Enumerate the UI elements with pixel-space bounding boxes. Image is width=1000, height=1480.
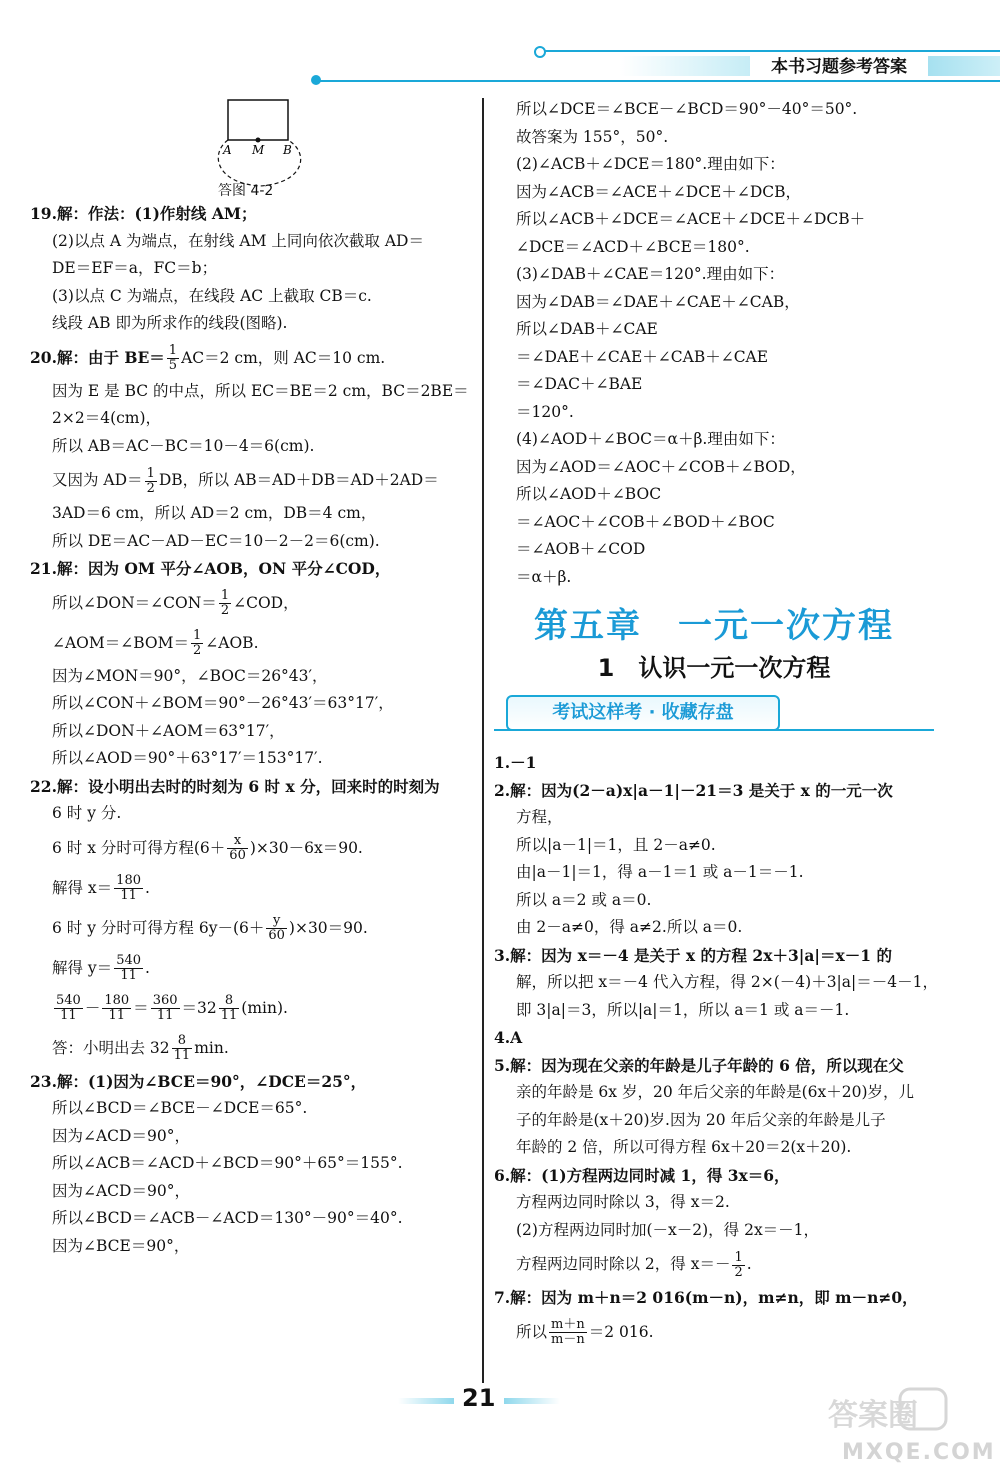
fraction-denominator: 5 [168, 358, 178, 373]
q23-cont-line: 所以∠DCE＝∠BCE－∠BCD＝90°－40°＝50°. [516, 100, 858, 118]
fraction-numerator: x [227, 834, 248, 849]
q22-line-8-start: 答：小明出去 32 [52, 1038, 170, 1057]
question-7 [494, 1284, 934, 1352]
question-4: 4.A [494, 1028, 523, 1047]
fraction [145, 467, 157, 496]
q2-line-4: 由|a－1|＝1，得 a－1＝1 或 a－1＝－1. [516, 863, 804, 881]
q21-line-2-start: 所以∠DON＝∠CON＝ [52, 593, 217, 612]
q3-line-1: 3.解：因为 x＝－4 是关于 x 的方程 2x＋3|a|＝x－1 的 [494, 945, 892, 965]
fraction-denominator: 11 [60, 1008, 77, 1023]
q23-cont-line: ＝α＋β. [516, 567, 572, 586]
q23-cont-line: 所以∠ACB＋∠DCE＝∠ACE＋∠DCE＋∠DCB＋ [516, 210, 866, 228]
q23-cont-line: ＝∠DAC＋∠BAE [516, 375, 643, 393]
page-number-ornament-right [504, 1398, 560, 1404]
q2-line-6: 由 2－a≠0，得 a≠2.所以 a＝0. [516, 918, 743, 936]
q21-line-3-start: ∠AOM＝∠BOM＝ [52, 633, 190, 652]
q23-cont-line: 所以∠AOD＋∠BOC [516, 485, 662, 503]
banner-rule [494, 729, 934, 731]
fraction-numerator: 540 [56, 993, 81, 1008]
q7-line-2 [494, 1312, 934, 1352]
q6-line-4 [494, 1244, 934, 1284]
q19-line-5: 线段 AB 即为所求作的线段(图略). [52, 314, 288, 332]
q22-line-4 [30, 868, 470, 908]
q22-line-1: 22.解：设小明出去时的时刻为 6 时 x 分，回来时的时刻为 [30, 776, 440, 796]
q5-line-3: 子的年龄是(x＋20)岁.因为 20 年后父亲的年龄是儿子 [516, 1110, 886, 1129]
watermark-text: MXQE.COM [842, 1440, 996, 1465]
q23-line-3: 因为∠ACD＝90°， [52, 1126, 190, 1145]
q23-line-4: 所以∠ACB＝∠ACD＋∠BCD＝90°＋65°＝155°. [52, 1154, 403, 1172]
q21-line-5: 所以∠CON＋∠BOM＝90°－26°43′＝63°17′， [52, 694, 394, 712]
q23-cont-line: 因为∠AOD＝∠AOC＋∠COB＋∠BOD， [516, 457, 806, 476]
q23-line-2: 所以∠BCD＝∠BCE－∠DCE＝65°. [52, 1099, 308, 1117]
fraction-denominator: 60 [268, 928, 285, 943]
fraction [114, 874, 143, 903]
q3-line-3: 即 3|a|＝3，所以|a|＝1，所以 a＝1 或 a＝－1. [516, 1000, 850, 1019]
q22-line-6 [30, 948, 470, 988]
q23-line-7: 因为∠BCE＝90°， [52, 1236, 190, 1255]
q22-line-8-end: min. [194, 1038, 229, 1057]
fraction [151, 994, 180, 1023]
q19-line-1: 19.解：作法：(1)作射线 AM； [30, 204, 257, 223]
q21-line-3-end: ∠AOB. [205, 633, 259, 652]
q2-line-1: 2.解：因为(2－a)x|a－1|－21＝3 是关于 x 的一元一次 [494, 780, 893, 800]
q20-line-7: 所以 DE＝AC－AD－EC＝10－2－2＝6(cm). [52, 531, 380, 550]
q23-cont-line: (2)∠ACB＋∠DCE＝180°.理由如下： [516, 155, 785, 173]
fraction-denominator: 2 [193, 643, 202, 658]
q20-line-4: 所以 AB＝AC－BC＝10－4＝6(cm). [52, 436, 315, 455]
q2-line-3: 所以|a－1|＝1，且 2－a≠0. [516, 835, 716, 854]
question-2 [494, 777, 934, 942]
fraction-denominator: 2 [146, 480, 155, 496]
q21-line-6: 所以∠DON＋∠AOM＝63°17′， [52, 721, 285, 740]
q7-line-2-end: ＝2 016. [588, 1322, 654, 1341]
q21-line-1: 21.解：因为 OM 平分∠AOB，ON 平分∠COD， [30, 559, 391, 578]
q6-line-1: 6.解：(1)方程两边同时减 1，得 3x＝6， [494, 1165, 790, 1185]
q22-line-2: 6 时 y 分. [52, 804, 122, 822]
q22-line-7-end: (min). [241, 998, 288, 1017]
q7-line-1: 7.解：因为 m＋n＝2 016(m－n)，m≠n，即 m－n≠0， [494, 1288, 918, 1307]
q3-line-2: 解，所以把 x＝－4 代入方程，得 2×(－4)＋3|a|＝－4－1， [516, 973, 938, 991]
fraction-numerator: m＋n [551, 1317, 585, 1332]
q5-line-4: 年龄的 2 倍，所以可得方程 6x＋20＝2(x＋20). [516, 1138, 852, 1156]
q7-line-2-start: 所以 [516, 1322, 548, 1341]
fraction-numerator: 360 [152, 993, 178, 1008]
q23-cont-line: 故答案为 155°，50°. [516, 127, 669, 146]
chapter-title: 第五章 一元一次方程 [534, 606, 894, 646]
figure-label-a: A [223, 143, 232, 157]
q22-line-7 [30, 988, 470, 1028]
q5-line-1: 5.解：因为现在父亲的年龄是儿子年龄的 6 倍，所以现在父 [494, 1055, 904, 1075]
fraction [191, 629, 203, 658]
question-1: 1.－1 [494, 753, 537, 772]
fraction-numerator: 1 [168, 343, 178, 358]
header-title: 本书习题参考答案 [750, 55, 928, 79]
q23-continuation [494, 96, 934, 591]
q6-line-2: 方程两边同时除以 3，得 x＝2. [516, 1193, 730, 1211]
q22-line-6-end: . [145, 958, 150, 977]
fraction [732, 1251, 744, 1280]
fraction [172, 1034, 193, 1063]
fraction-numerator: 1 [220, 588, 230, 603]
q23-cont-line: (4)∠AOD＋∠BOC＝α＋β.理由如下： [516, 430, 785, 448]
q20-line-6: 3AD＝6 cm，所以 AD＝2 cm，DB＝4 cm， [52, 504, 377, 522]
fraction [549, 1318, 587, 1347]
operator: － [84, 998, 101, 1017]
question-6 [494, 1162, 934, 1285]
q6-line-3: (2)方程两边同时加(－x－2)，得 2x＝－1， [516, 1220, 820, 1239]
fraction-numerator: 540 [116, 953, 142, 968]
right-column [494, 96, 938, 1352]
q22-line-5-end: )×30＝90. [288, 918, 368, 937]
q20-line-3: 2×2＝4(cm)， [52, 409, 162, 427]
q19-line-4: (3)以点 C 为端点，在线段 AC 上截取 CB＝c. [52, 286, 372, 305]
q20-line-1 [30, 338, 470, 378]
section-banner [494, 695, 934, 731]
q20-line-1-end: AC＝2 cm，则 AC＝10 cm. [181, 348, 386, 367]
column-divider [482, 98, 484, 1383]
fraction-numerator: 1 [193, 628, 202, 643]
section-title: 1 认识一元一次方程 [597, 654, 831, 682]
q22-line-6-start: 解得 y＝ [52, 958, 113, 977]
fraction [266, 914, 287, 943]
q22-line-3 [30, 828, 470, 868]
q23-cont-line: ＝∠AOB＋∠COD [516, 540, 646, 558]
q21-line-3 [30, 623, 470, 663]
operator: ＝ [133, 998, 149, 1017]
q6-line-4-end: . [746, 1255, 752, 1273]
q21-line-4: 因为∠MON＝90°，∠BOC＝26°43′， [52, 666, 328, 685]
figure-label-b: B [283, 143, 292, 157]
fraction [102, 994, 131, 1023]
fraction-numerator: y [266, 914, 287, 929]
fraction-numerator: 1 [734, 1249, 743, 1265]
banner-label: 考试这样考 · 收藏存盘 [506, 695, 780, 731]
q22-line-8 [30, 1028, 470, 1068]
q2-line-2: 方程， [516, 808, 563, 826]
fraction-denominator: m－n [551, 1332, 585, 1347]
q23-cont-line: 所以∠DAB＋∠CAE [516, 320, 658, 338]
figure-caption: 答图 4-2 [218, 183, 274, 199]
q23-line-6: 所以∠BCD＝∠ACB－∠ACD＝130°－90°＝40°. [52, 1209, 403, 1227]
question-5 [494, 1052, 934, 1162]
question-20 [30, 338, 470, 556]
fraction-denominator: 11 [220, 1008, 238, 1023]
header-ring-ornament [534, 46, 546, 58]
fraction-denominator: 11 [156, 1008, 174, 1023]
q6-line-4-start: 方程两边同时除以 2，得 x＝－ [516, 1255, 731, 1273]
q22-line-3-end: )×30－6x＝90. [249, 838, 363, 857]
fraction-numerator: 1 [146, 465, 155, 481]
q23-line-5: 因为∠ACD＝90°， [52, 1181, 190, 1200]
q20-line-1-start: 20.解：由于 BE＝ [30, 347, 165, 367]
q23-cont-line: 因为∠DAB＝∠DAE＋∠CAE＋∠CAB， [516, 292, 800, 311]
q22-line-4-end: . [145, 878, 150, 897]
watermark-logo-text: 答案圈 [828, 1398, 918, 1433]
fraction-denominator: 11 [120, 968, 137, 983]
figure-point-m [256, 138, 261, 143]
q20-line-2: 因为 E 是 BC 的中点，所以 EC＝BE＝2 cm，BC＝2BE＝ [52, 381, 469, 400]
q23-cont-line: ＝∠AOC＋∠COB＋∠BOD＋∠BOC [516, 512, 775, 531]
q19-line-2: (2)以点 A 为端点，在射线 AM 上同向依次截取 AD＝ [52, 231, 424, 250]
fraction [219, 589, 231, 618]
q23-cont-line: (3)∠DAB＋∠CAE＝120°.理由如下： [516, 265, 785, 283]
q22-line-4-start: 解得 x＝ [52, 878, 113, 897]
question-21 [30, 555, 470, 773]
fraction-denominator: 2 [220, 603, 230, 618]
q2-line-5: 所以 a＝2 或 a＝0. [516, 890, 652, 909]
fraction [219, 994, 240, 1023]
header-dot-ornament [311, 75, 321, 85]
fraction [227, 834, 248, 863]
q23-cont-line: ∠DCE＝∠ACD＋∠BCE＝180°. [516, 237, 750, 256]
q20-line-5-start: 又因为 AD＝ [52, 471, 143, 489]
fraction-denominator: 11 [120, 888, 137, 903]
q23-cont-line: ＝120°. [516, 402, 574, 421]
figure-rectangle [228, 100, 288, 140]
q22-line-5 [30, 908, 470, 948]
q20-line-5-end: DB，所以 AB＝AD＋DB＝AD＋2AD＝ [158, 471, 439, 489]
q23-cont-line: ＝∠DAE＋∠CAE＋∠CAB＋∠CAE [516, 347, 769, 366]
q22-line-3-start: 6 时 x 分时可得方程(6＋ [52, 838, 226, 857]
question-23 [30, 1068, 470, 1261]
q21-line-2 [30, 583, 470, 623]
q5-line-2: 亲的年龄是 6x 岁，20 年后父亲的年龄是(6x＋20)岁，儿 [516, 1083, 915, 1101]
q23-cont-line: 因为∠ACB＝∠ACE＋∠DCE＋∠DCB， [516, 182, 802, 201]
question-22 [30, 773, 470, 1068]
fraction-numerator: 8 [219, 994, 240, 1009]
header-rule [316, 80, 1000, 82]
fraction-denominator: 11 [173, 1048, 191, 1063]
figure-label-m: M [252, 143, 265, 157]
q21-line-7: 所以∠AOD＝90°＋63°17′＝153°17′. [52, 749, 323, 767]
q22-line-5-start: 6 时 y 分时可得方程 6y－(6＋ [52, 918, 265, 937]
page-number-ornament-left [398, 1398, 454, 1404]
q19-line-3: DE＝EF＝a，FC＝b； [52, 259, 218, 277]
fraction-numerator: 180 [116, 873, 141, 888]
fraction [167, 344, 179, 373]
operator: ＝32 [181, 998, 217, 1017]
q20-line-5 [30, 460, 470, 500]
fraction-denominator: 60 [229, 848, 246, 863]
question-19 [30, 200, 470, 338]
question-3 [494, 942, 938, 1025]
left-column [30, 200, 470, 1260]
fraction-denominator: 11 [108, 1008, 126, 1023]
fraction-denominator: 2 [734, 1264, 743, 1280]
q21-line-2-end: ∠COD， [233, 593, 299, 612]
q23-line-1: 23.解：(1)因为∠BCE＝90°，∠DCE＝25°， [30, 1071, 367, 1091]
fraction-numerator: 8 [172, 1034, 193, 1049]
header-rule-top [540, 50, 1000, 52]
page-number: 21 [462, 1384, 496, 1412]
fraction [54, 994, 83, 1023]
fraction [114, 954, 143, 983]
fraction-numerator: 180 [104, 993, 130, 1008]
